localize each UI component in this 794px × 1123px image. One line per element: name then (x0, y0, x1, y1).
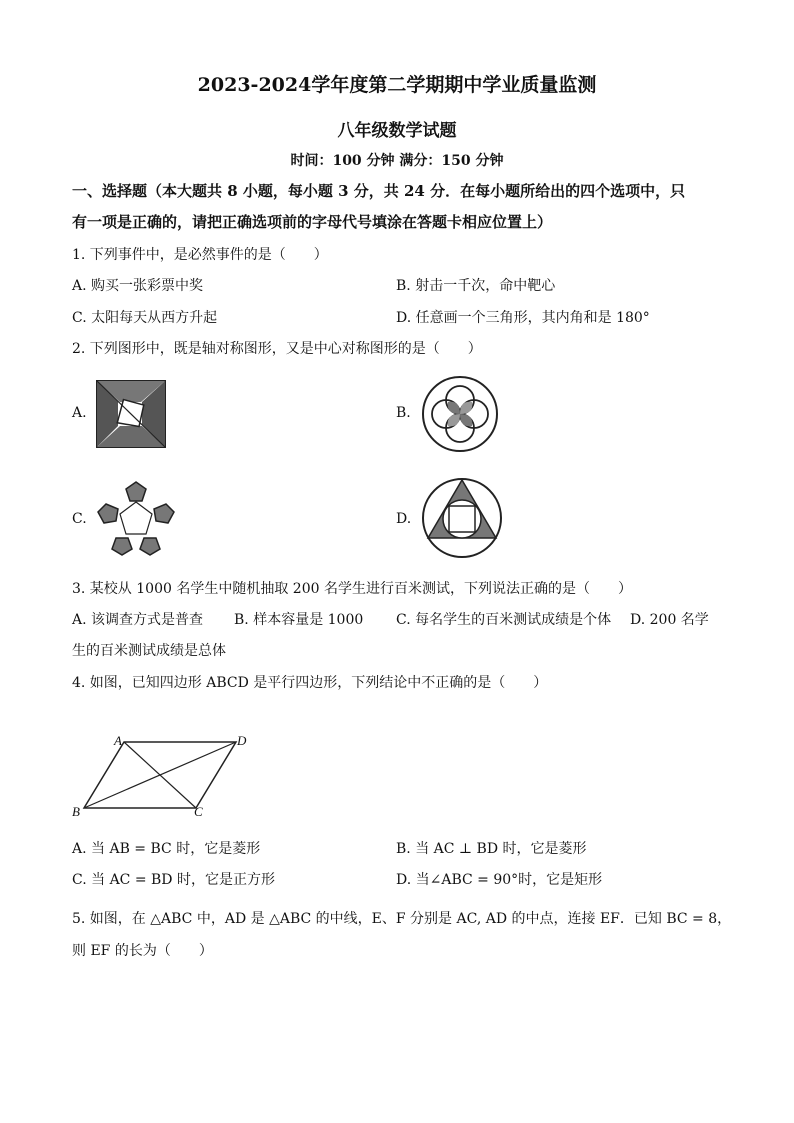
q3-option-d-continued: 生的百米测试成绩是总体 (72, 643, 226, 659)
q2-option-d[interactable]: D. (396, 511, 412, 527)
q2-option-c[interactable]: C. (72, 511, 87, 527)
q4-vertex-label-a: A (114, 733, 122, 748)
section-heading-line2: 有一项是正确的，请把正确选项前的字母代号填涂在答题卡相应位置上） (72, 213, 553, 231)
q2-figure-c-pentagons-ring (94, 478, 178, 556)
q4-option-c[interactable]: C. 当 AC = BD 时，它是正方形 (72, 872, 275, 888)
q4-vertex-label-c: C (194, 804, 203, 819)
q4-vertex-label-d: D (237, 733, 247, 748)
q5-stem-line2: 则 EF 的长为（ ） (72, 943, 213, 959)
exam-time-info: 时间：100 分钟 满分：150 分钟 (290, 153, 504, 169)
q4-vertex-label-b: B (72, 804, 80, 819)
q2-figure-b-circle-petals (420, 374, 500, 454)
q4-option-a[interactable]: A. 当 AB = BC 时，它是菱形 (72, 841, 261, 857)
q1-option-d[interactable]: D. 任意画一个三角形，其内角和是 180° (396, 310, 650, 326)
q1-stem: 1. 下列事件中，是必然事件的是（ ） (72, 247, 328, 263)
section-heading-line1: 一、选择题（本大题共 8 小题，每小题 3 分，共 24 分．在每小题所给出的四个选项中，只 (72, 182, 686, 200)
q1-option-b[interactable]: B. 射击一千次，命中靶心 (396, 278, 556, 294)
q2-stem: 2. 下列图形中，既是轴对称图形，又是中心对称图形的是（ ） (72, 341, 482, 357)
q2-figure-d-circle-triangle-square (420, 476, 504, 560)
q2-option-b[interactable]: B. (396, 405, 411, 421)
q3-option-c[interactable]: C. 每名学生的百米测试成绩是个体 (396, 612, 612, 628)
q2-option-a[interactable]: A. (72, 405, 87, 421)
q3-option-d[interactable]: D. 200 名学 (630, 612, 709, 628)
q4-option-d[interactable]: D. 当∠ABC = 90°时，它是矩形 (396, 872, 603, 888)
q4-option-b[interactable]: B. 当 AC ⊥ BD 时，它是菱形 (396, 841, 587, 857)
q2-figure-a-pinwheel-square (96, 380, 166, 448)
q4-parallelogram-figure (70, 730, 260, 822)
q5-stem-line1: 5. 如图，在 △ABC 中，AD 是 △ABC 的中线，E、F 分别是 AC, AD 的中点，连接 EF．已知 BC = 8， (72, 911, 732, 927)
exam-title: 2023-2024学年度第二学期期中学业质量监测 (197, 74, 597, 96)
exam-subtitle: 八年级数学试题 (337, 121, 457, 141)
q3-option-b[interactable]: B. 样本容量是 1000 (234, 612, 364, 628)
q1-option-a[interactable]: A. 购买一张彩票中奖 (72, 278, 204, 294)
q3-stem: 3. 某校从 1000 名学生中随机抽取 200 名学生进行百米测试，下列说法正确的是（ ） (72, 581, 632, 597)
q1-option-c[interactable]: C. 太阳每天从西方升起 (72, 310, 218, 326)
q3-option-a[interactable]: A. 该调查方式是普查 (72, 612, 204, 628)
q4-stem: 4. 如图，已知四边形 ABCD 是平行四边形，下列结论中不正确的是（ ） (72, 675, 548, 691)
